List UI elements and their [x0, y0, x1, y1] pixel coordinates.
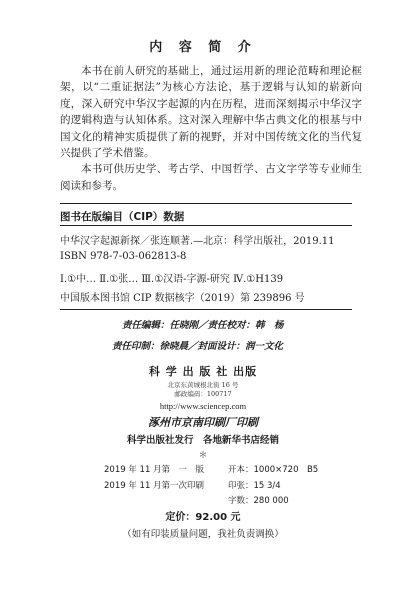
cip-heading-divider — [60, 225, 352, 226]
cip-line-record: 中国版本图书馆 CIP 数据核字（2019）第 239896 号 — [60, 293, 305, 304]
separator-mark: ＊ — [198, 451, 208, 461]
distribution-line: 科学出版社发行 各地新华书店经销 — [126, 435, 279, 446]
sheet-count: 印张：15 3/4 — [228, 481, 281, 491]
printer-name: 涿州市京南印刷厂印刷 — [148, 416, 258, 429]
summary-paragraph-2: 本书可供历史学、考古学、中国哲学、古文字学等专业师生阅读和参考。 — [60, 163, 362, 192]
cip-heading: 图书在版编目（CIP）数据 — [60, 211, 185, 223]
price: 定价：92.00 元 — [165, 512, 241, 523]
publisher-website: http://www.sciencep.com — [159, 401, 247, 411]
quality-notice: （如有印装质量问题，我社负责调换） — [122, 529, 284, 540]
publisher-address: 北京东黄城根北街 16 号 — [167, 381, 239, 389]
publisher-postcode: 邮政编码：100717 — [174, 390, 232, 398]
page-title: 内 容 简 介 — [149, 40, 257, 55]
printing-date: 2019 年 11 月第一次印刷 — [104, 481, 205, 491]
edition-date: 2019 年 11 月第 一 版 — [104, 465, 205, 475]
format-size: 开本：1000×720 B5 — [228, 465, 319, 475]
publisher-name: 科 学 出 版 社 出版 — [148, 365, 258, 378]
summary-text — [60, 63, 362, 194]
cip-line-title: 中华汉字起源新探／张连顺著.—北京：科学出版社，2019.11 — [60, 236, 335, 247]
cip-line-classification: Ⅰ.①中… Ⅱ.①张… Ⅲ.①汉语-字源-研究 Ⅳ.①H139 — [60, 274, 284, 285]
credits-production: 责任印制：徐晓晨／封面设计：润一文化 — [112, 341, 284, 352]
credits-editors: 责任编辑：任晓刚／责任校对：韩 杨 — [122, 320, 284, 331]
word-count: 字数：280 000 — [228, 496, 289, 506]
cip-top-divider — [60, 203, 352, 204]
summary-paragraph-1: 本书在前人研究的基础上，通过运用新的理论范畴和理论框架，以“二重证据法”为核心方法论，基于逻辑与认知的崭新向度，深入研究中华汉字起源的内在历程，进而深刻揭示中华汉字的逻辑构造与认知体系。这对深入理解中华古典文化的根基与中国文化的精神实质提供了新的视野，并对中国传统文化的当代复兴提供了学术借鉴。 — [60, 65, 362, 160]
cip-bottom-divider — [60, 309, 352, 310]
cip-line-isbn: ISBN 978-7-03-062813-8 — [60, 251, 187, 262]
